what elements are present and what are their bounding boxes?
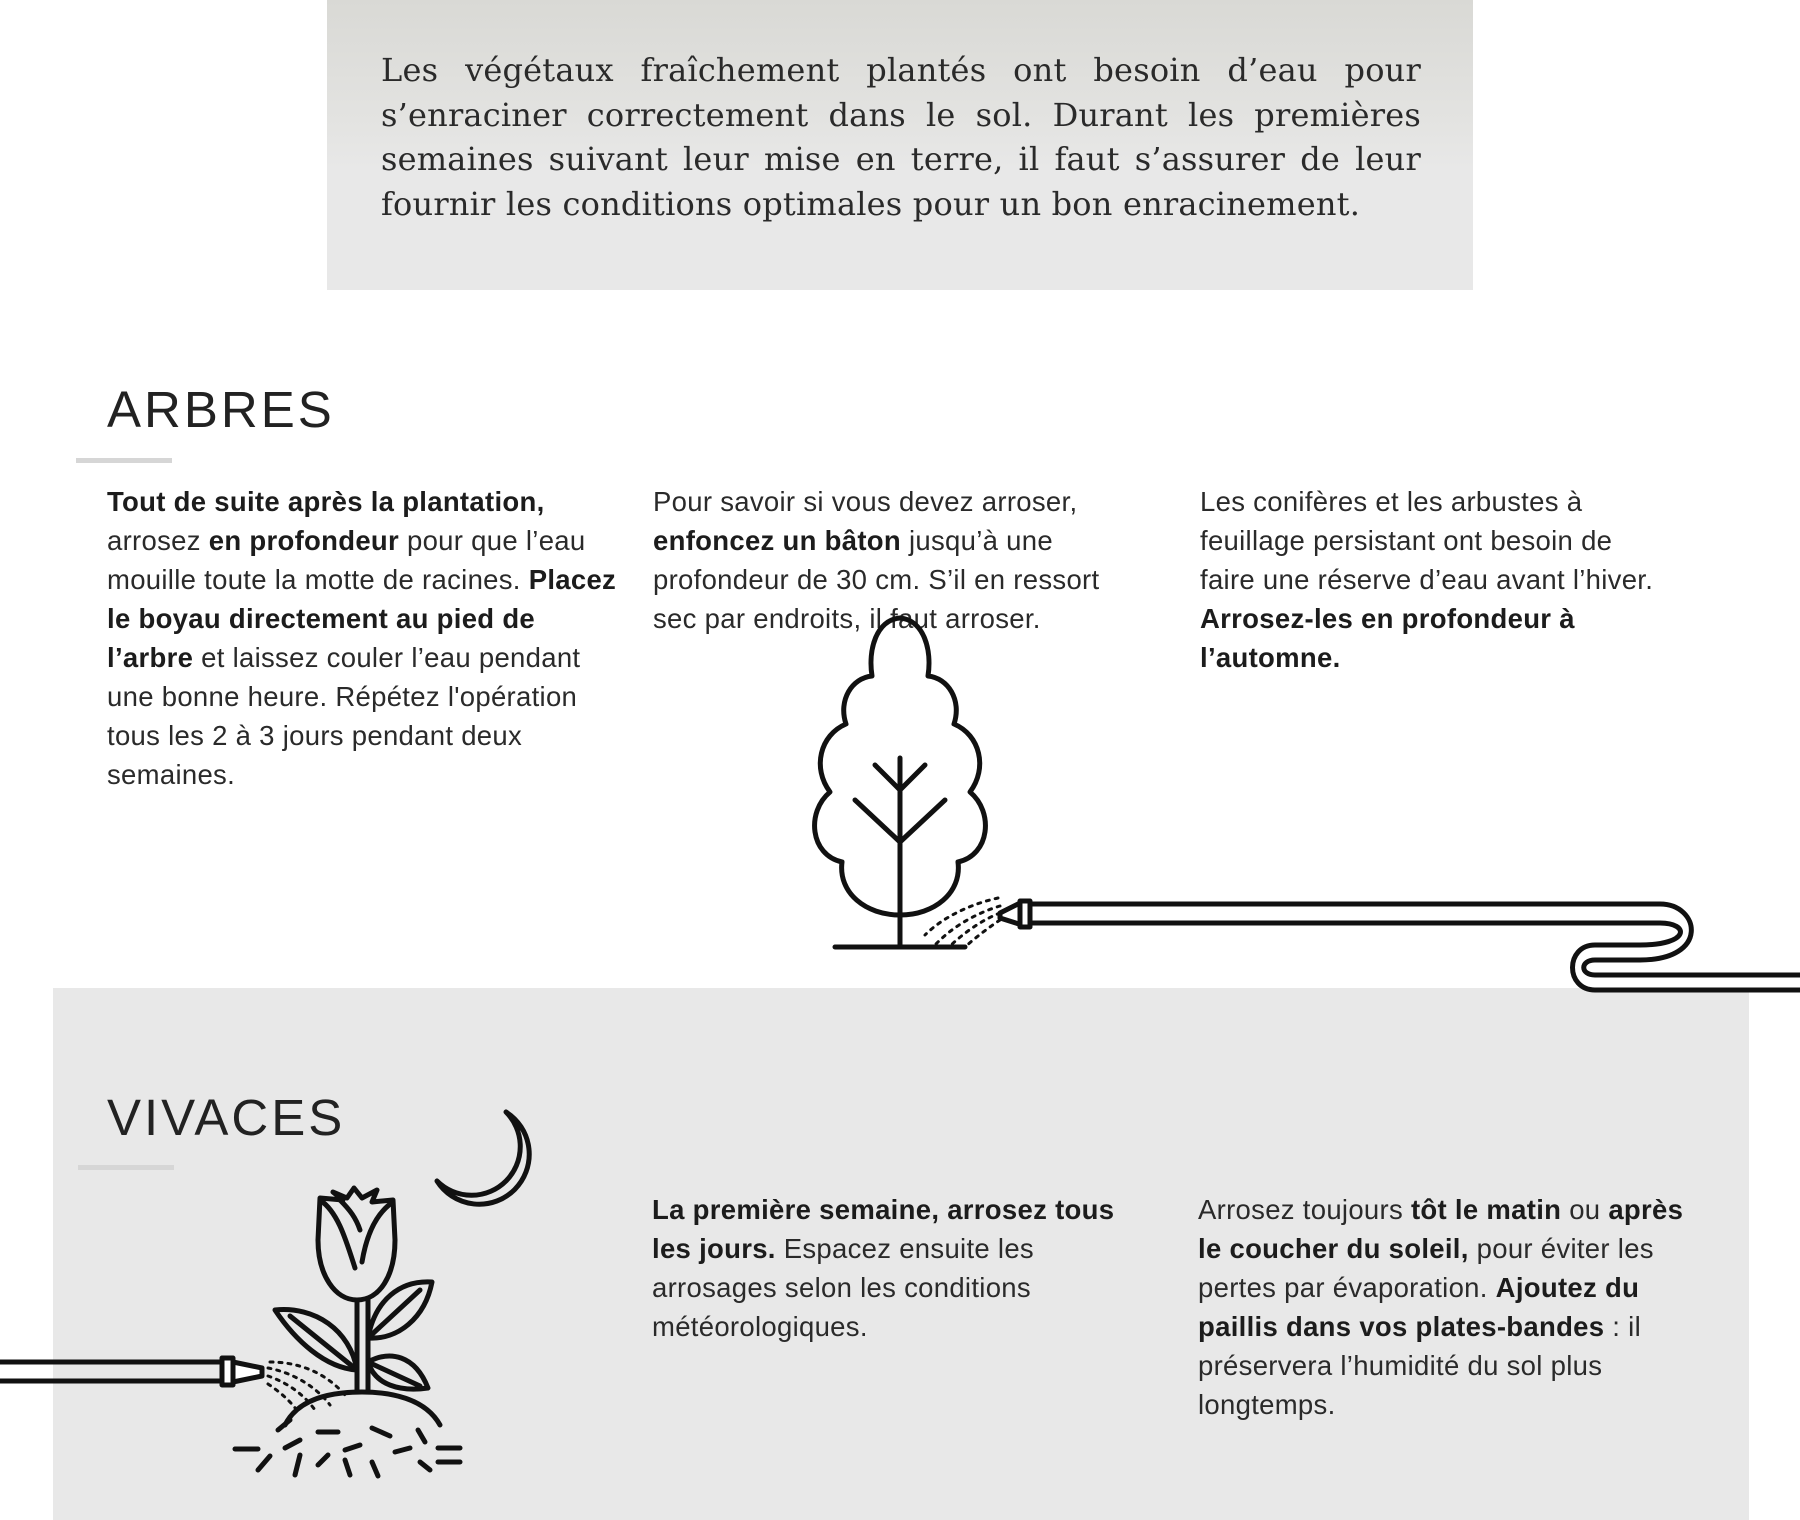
intro-line: s’enraciner correctement dans le sol. Durant les premières	[381, 95, 1421, 134]
water-spray-icon	[268, 1362, 345, 1415]
soil-mound-icon	[285, 1392, 440, 1425]
text: ou	[1561, 1194, 1609, 1225]
text: Pour savoir si vous devez arroser,	[653, 486, 1078, 517]
bold-text: Tout de suite après la plantation,	[107, 486, 545, 517]
bold-text: Placez le boyau directement au pied de l’arbre	[107, 564, 617, 673]
flower-icon	[275, 1188, 432, 1390]
bold-text: Ajoutez du paillis dans vos plates-bandes	[1198, 1272, 1640, 1342]
bold-text: tôt le matin	[1410, 1194, 1562, 1225]
text: pour que l’eau mouille toute la motte de racines.	[107, 525, 586, 595]
bold-text: après le coucher du soleil,	[1198, 1194, 1684, 1264]
section-title-vivaces: VIVACES	[107, 1089, 346, 1146]
bold-text: Arrosez-les en profondeur à l’automne.	[1200, 603, 1575, 673]
mulch-icon	[235, 1420, 460, 1476]
intro-line: semaines suivant leur mise en terre, il faut s’assurer de leur	[381, 140, 1421, 178]
text: Espacez ensuite les arrosages selon les conditions météorologiques.	[652, 1233, 1034, 1342]
intro-line: fournir les conditions optimales pour un bon enracinement.	[381, 184, 1361, 223]
intro-line: Les végétaux fraîchement plantés ont besoin d’eau pour	[381, 51, 1421, 89]
section-title-arbres: ARBRES	[107, 381, 335, 438]
text: : il préservera l’humidité du sol plus longtemps.	[1198, 1311, 1641, 1420]
text: pour éviter les pertes par évaporation.	[1198, 1233, 1654, 1303]
text: Les conifères et les arbustes à feuillage persistant ont besoin de faire une réserve d’eau avant l’hiver.	[1200, 486, 1654, 595]
hose-icon	[0, 1358, 262, 1385]
bold-text: enfoncez un bâton	[653, 525, 902, 556]
bold-text: La première semaine, arrosez tous les jours.	[652, 1194, 1115, 1264]
text: arrosez	[107, 525, 209, 556]
bold-text: en profondeur	[208, 525, 400, 556]
moon-icon	[437, 1112, 529, 1204]
text: et laissez couler l’eau pendant une bonne heure. Répétez l'opération tous les 2 à 3 jours pendant deux semaines.	[107, 642, 581, 790]
text: jusqu’à une profondeur de 30 cm. S’il en ressort sec par endroits, il faut arroser.	[653, 525, 1100, 634]
text: Arrosez toujours	[1198, 1194, 1411, 1225]
